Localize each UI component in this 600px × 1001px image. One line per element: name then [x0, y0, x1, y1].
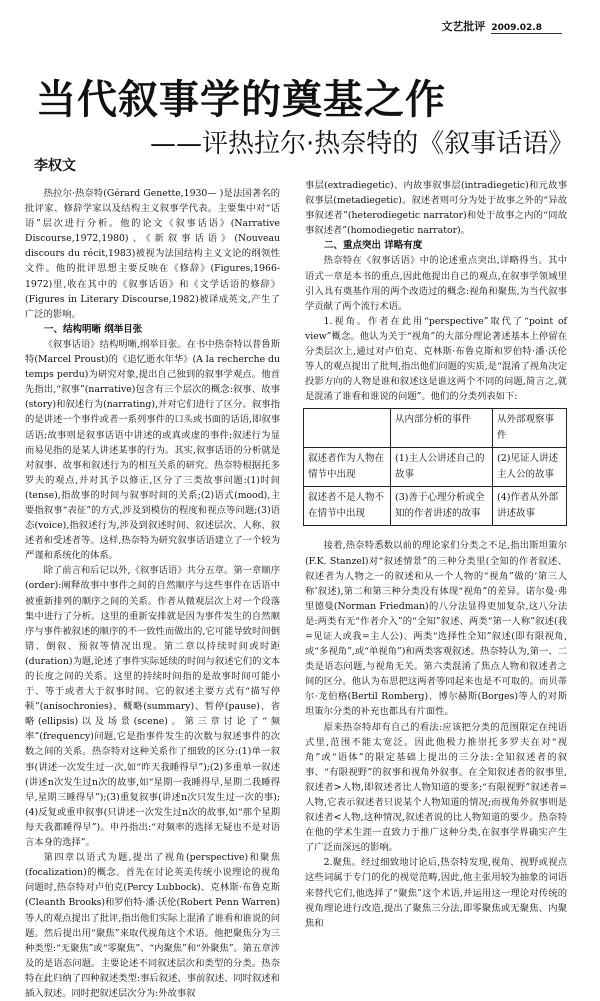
table-row — [304, 487, 567, 526]
paragraph: 原来热奈特却有自己的看法:应该把分类的范围限定在纯语式里,范围不能太宽泛。因此他极力推崇托多罗夫在对“视角”或“语体”的限定基础上提出的三分法:全知叙述者的叙事、“有限视野”的叙事和视角外叙事。在全知叙述者的叙事里,叙述者>人物,即叙述者比人物知道的要多;“有限视野”叙述者=人物,它表示叙述者只说某个人物知道的情况;而视角外叙事则是叙述者<人物,这种情况,叙述者说的比人物知道的要少。热奈特在他的学术生涯一直致力于推广这种分类,在叙事学界确实产生了广泛而深远的影响。 — [305, 721, 567, 854]
author-name: 李权文 — [34, 158, 76, 174]
table-cell: (1)主人公讲述自己的故事 — [391, 448, 493, 487]
running-header — [441, 18, 562, 34]
section-heading: 二、重点突出 详略有度 — [324, 240, 423, 252]
table-cell: 叙述者作为人物在情节中出现 — [304, 448, 391, 487]
table-header-cell: 从外部观察事件 — [493, 409, 567, 448]
classification-table — [303, 408, 567, 526]
paragraph: 事层(extradiegetic)、内故事叙事层(intradiegetic)和元故事叙事层(metadiegetic)。叙述者则可分为处于故事之外的“异故事叙述者”(heterodiegetic narrator)和处于故事之内的“同故事叙述者”(homodiegetic narrator)。 — [305, 180, 567, 237]
left-column — [25, 186, 280, 1001]
table-cell: 叙述者不是人物不在情节中出现 — [304, 487, 391, 526]
paragraph: 第四章以语式为题,提出了视角(perspective)和聚焦(focalization)的概念。首先在讨论英美传统小说理论的视角问题时,热奈特对卢伯克(Percy Lubbock)、克林斯·布鲁克斯(Cleanth Brooks)和罗伯特·潘·沃伦(Robert Penn Warren)等人的观点提出了批评,指出他们实际上混淆了谁看和谁说的问题。然后提出用“聚焦”来取代视角这个术语。他把聚焦分为三种类型:“无聚焦”或“零聚焦”、“内聚焦”和“外聚焦”。第五章涉及的是语态问题。主要论述不同叙述层次和类型的分类。热奈特在此归纳了四种叙述类型:事后叙述、事前叙述、同时叙述和插入叙述。同时把叙述层次分为:外故事叙 — [25, 852, 280, 999]
issue-date: 2009.02.8 — [491, 23, 562, 34]
table-row — [304, 448, 567, 487]
table-header-cell — [304, 409, 391, 448]
paragraph: 接着,热奈特悉数以前的理论家们分类之不足,指出斯坦策尔(F.K. Stanzel)对“叙述情景”的三种分类里(全知的作者叙述、叙述者为人物之一的叙述和从一个人物的“视角”做的‘第三人称’叙述),第二和第三种分类没有体现“视角”的差异。诺尔曼·弗里德曼(Norman Friedman)的八分法显得更加复杂,这八分法是:两类有无“作者介入”的“全知”叙述、两类“第一人称”叙述(我=见证人或我=主人公)、两类“选择性全知”叙述(即有限视角,或“多视角”,或“单视角”)和两类客观叙述。热奈特认为,第一、二类是语态问题,与视角无关。第六类混淆了焦点人物和叙述者之间的区分。他认为布思把这两者等同起来也是不可取的。而贝蒂尔·龙伯格(Bertil Romberg)、博尔赫斯(Borges)等人的对斯坦策尔分类的补充也都具有片面性。 — [305, 540, 567, 718]
article-title: 当代叙事学的奠基之作 — [36, 77, 446, 123]
table-cell: (3)善于心理分析或全知的作者讲述的故事 — [391, 487, 493, 526]
article-subtitle: ——评热拉尔·热奈特的《叙事话语》 — [150, 129, 575, 159]
paragraph: 热拉尔·热奈特(Gérard Genette,1930— )是法国著名的批评家、修辞学家以及结构主义叙事学代表。主要集中对“话语”层次进行分析。他的论文《叙事话语》(Narrative Discourse,1972,1980)、《新叙事话语》(Nouveau discours du récit,1983)被视为法国结构主义文论的纲领性文件。他的批评思想主要反映在《修辞》(Figures,1966-1972)里,收在其中的《叙事话语》和《文学话语的修辞》(Figures in Literary Discourse,1982)被译成英文,产生了广泛的影响。 — [25, 188, 280, 320]
paragraph: 热奈特在《叙事话语》中的论述重点突出,详略得当。其中语式一章是本书的重点,因此他提出自己的观点,在叙事学领域里引入具有奠基作用的两个改造过的概念:视角和聚焦,为当代叙事学贡献了两个流行术语。 — [305, 255, 567, 312]
table-cell: (2)见证人讲述主人公的故事 — [493, 448, 567, 487]
table-header-cell: 从内部分析的事件 — [391, 409, 493, 448]
paragraph: 除了前言和后记以外,《叙事话语》共分五章。第一章顺序(order):阐释故事中事件之间的自然顺序与这些事件在话语中被重新排列的顺序之间的关系。作者从微观层次上对一个段落集中进行了分析。这里的重新安排就是因为事件发生的自然顺序与事件被叙述的顺序的不一致性而做出的,它可能导致时间倒错、倒叙、预叙等情况出现。第二章以持续时间或时距(duration)为题,论述了事件实际延续的时间与叙述它们的文本的长度之间的关系。这里的持续时间指的是故事时间可能小于、等于或者大于叙事时间。它的叙述主要方式有“描写停顿”(anisochronies)、概略(summary)、暂停(pause)、省略(ellipsis)以及场景(scene)。第三章讨论了“频率”(frequency)问题,它是指事件发生的次数与叙述事件的次数之间的关系。热奈特对这种关系作了细致的区分:(1)单一叙事(讲述一次发生过一次,如“昨天我睡得早”);(2)多重单一叙述(讲述n次发生过n次的故事,如“星期一我睡得早,星期二我睡得早,星期三睡得早”);(3)重复叙事(讲述n次只发生过一次的事);(4)反复或重申叙事(只讲述一次发生过n次的故事,如“那个星期每天我都睡得早”)。申丹指出:“对频率的选择无疑也不是对语言本身的选择”。 — [25, 565, 280, 849]
paragraph: 1.视角。作者在此用“perspective”取代了“point of view”概念。他认为关于“视角”的大部分理论著述基本上停留在分类层次上,通过对卢伯克、克林斯·布鲁克斯和罗伯特·潘·沃伦等人的观点提出了批判,指出他们问题的实质,是“混淆了视角决定投影方向的人物是谁和叙述这是谁这两个不同的问题,简言之,就是混淆了谁看和谁说的问题”。他们的分类列表如下: — [305, 315, 567, 403]
journal-name: 文艺批评 — [441, 20, 486, 33]
table-cell: (4)作者从外部讲述故事 — [493, 487, 567, 526]
right-column — [305, 178, 567, 931]
paragraph: 《叙事话语》结构明晰,纲举目张。在书中热奈特以普鲁斯特(Marcel Proust)的《追忆逝水年华》(A la recherche du temps perdu)为研究对象,提出自己独到的叙事学观点。他首先指出,“叙事”(narrative)包含有三个层次的概念:叙事、故事(story)和叙述行为(narrating),并对它们进行了区分。叙事指的是讲述一个事件或者一系列事件的口头或书面的话语,即叙事话语;故事则是叙事话语中讲述的或真或虚的事件;叙述行为显而易见指的是某人讲述某事的行为。其实,叙事话语的分析就是对叙事、故事和叙述行为的相互关系的研究。热奈特根据托多罗夫的观点,并对其予以修正,区分了三类故事问题:(1)时间(tense),指故事的时间与叙事时间的关系;(2)语式(mood),主要指叙事“表征”的方式,涉及到模仿的程度和视点等问题;(3)语态(voice),指叙述行为,涉及到叙述时间、叙述层次、人称、叙述者和受述者等。这样,热奈特为研究叙事话语建立了一个较为严谨和系统化的体系。 — [25, 338, 280, 562]
section-heading: 一、结构明晰 纲举目张 — [44, 323, 143, 335]
paragraph: 2.聚焦。经过细致地讨论后,热奈特发现,视角、视野或视点这些词属于专门的化的视觉范畴,因此,他主张用较为抽象的词语来替代它们,他选择了“聚焦”这个术语,并运用这一理论对传统的视角理论进行改造,提出了聚焦三分法,即零聚焦或无聚焦、内聚焦和 — [305, 857, 567, 929]
table-header-row — [304, 409, 567, 448]
